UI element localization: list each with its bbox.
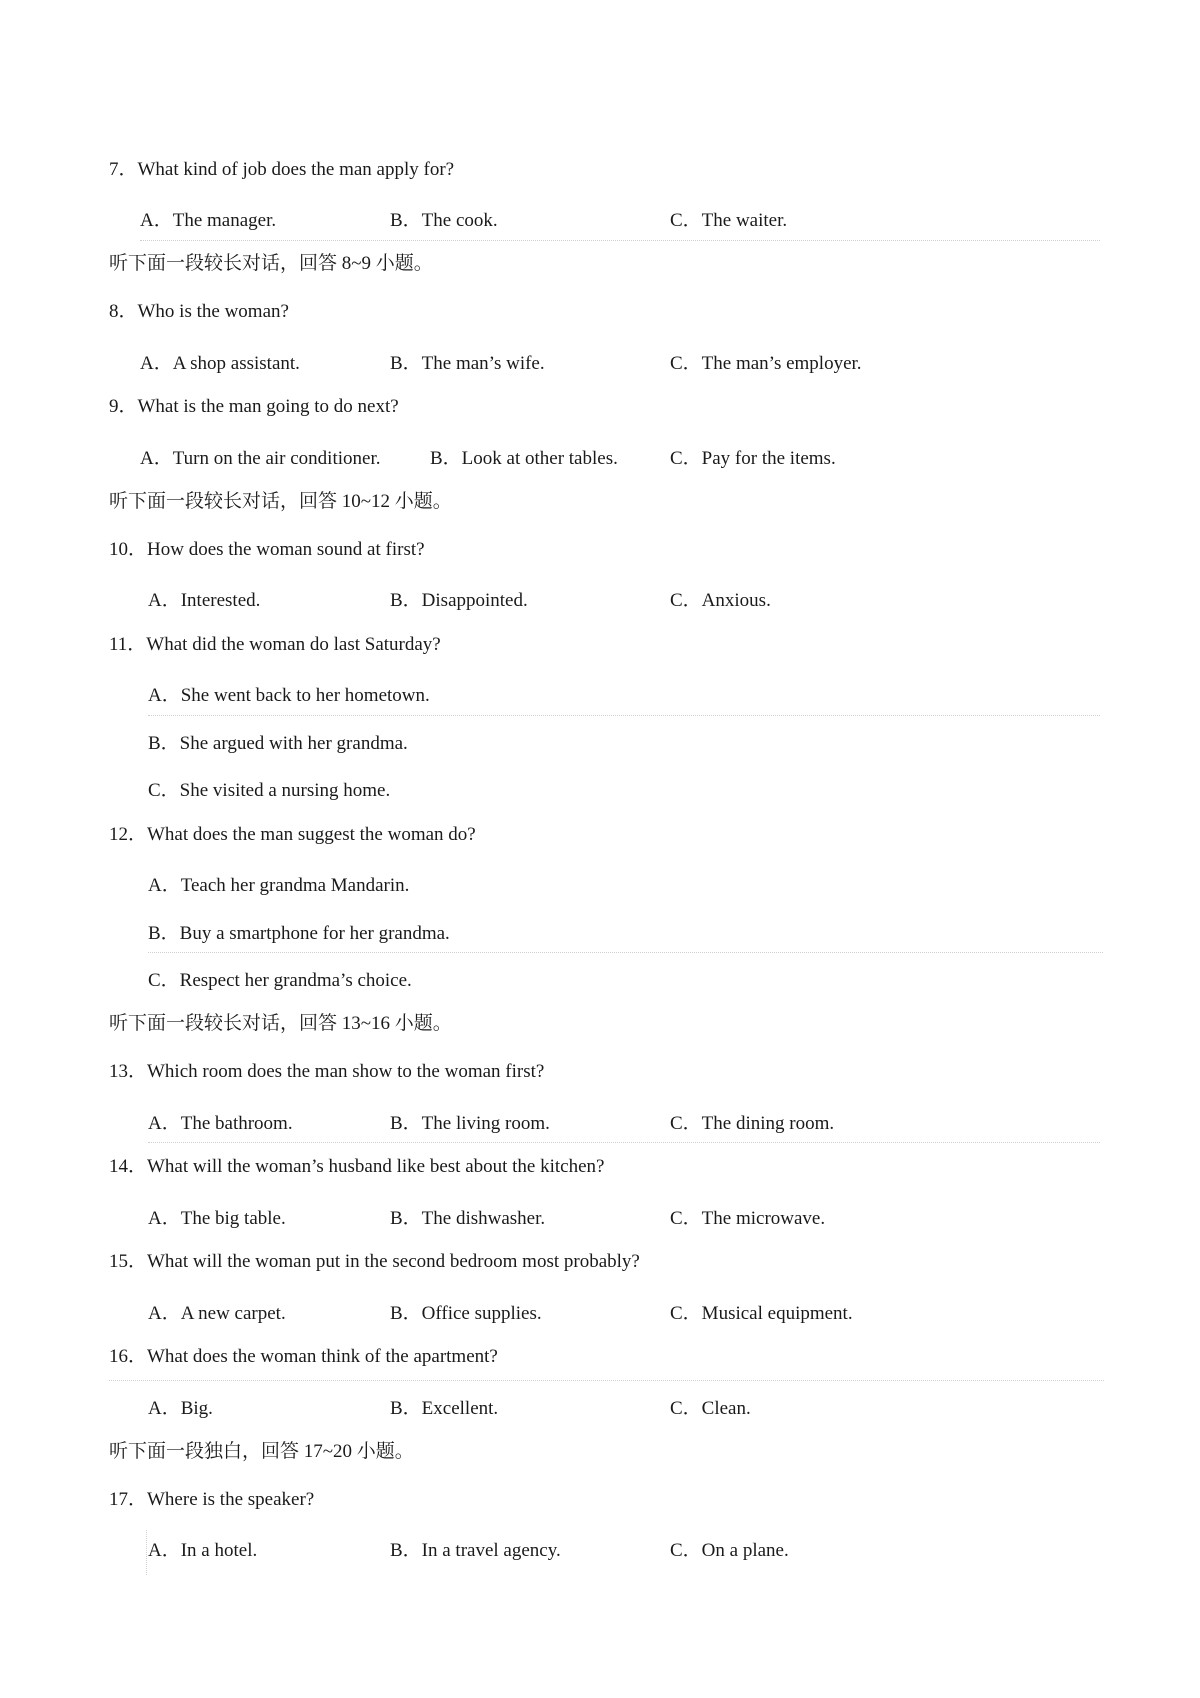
section-heading-17-20: 听下面一段独白，回答 17~20 小题。 — [109, 1441, 414, 1462]
question-16-option-c: C．Clean. — [670, 1398, 751, 1419]
question-10-option-c: C．Anxious. — [670, 590, 771, 611]
question-15-option-c: C．Musical equipment. — [670, 1303, 853, 1324]
question-15-stem: 15．What will the woman put in the second bedroom most probably? — [109, 1251, 640, 1272]
section-heading-8-9: 听下面一段较长对话，回答 8~9 小题。 — [109, 253, 433, 274]
question-17-option-c: C．On a plane. — [670, 1540, 789, 1561]
question-17-stem: 17．Where is the speaker? — [109, 1489, 315, 1510]
question-9-option-a: A．Turn on the air conditioner. — [140, 448, 381, 469]
question-8-option-a: A．A shop assistant. — [140, 353, 300, 374]
question-11-option-a: A．She went back to her hometown. — [148, 685, 430, 706]
question-7-option-a: A．The manager. — [140, 210, 277, 231]
question-10-stem: 10．How does the woman sound at first? — [109, 539, 425, 560]
question-8-option-b: B．The man’s wife. — [390, 353, 545, 374]
question-12-option-b: B．Buy a smartphone for her grandma. — [148, 923, 450, 944]
question-7-option-c: C．The waiter. — [670, 210, 788, 231]
section-heading-10-12: 听下面一段较长对话，回答 10~12 小题。 — [109, 491, 452, 512]
question-7-stem: 7．What kind of job does the man apply for? — [109, 159, 455, 180]
question-12-option-a: A．Teach her grandma Mandarin. — [148, 875, 410, 896]
section-heading-13-16: 听下面一段较长对话，回答 13~16 小题。 — [109, 1013, 452, 1034]
question-16-option-a: A．Big. — [148, 1398, 213, 1419]
question-13-option-c: C．The dining room. — [670, 1113, 835, 1134]
dotted-divider — [109, 1380, 1104, 1381]
question-9-option-c: C．Pay for the items. — [670, 448, 836, 469]
question-14-option-a: A．The big table. — [148, 1208, 286, 1229]
question-13-stem: 13．Which room does the man show to the woman first? — [109, 1061, 545, 1082]
question-14-stem: 14．What will the woman’s husband like best about the kitchen? — [109, 1156, 605, 1177]
question-16-option-b: B．Excellent. — [390, 1398, 499, 1419]
question-13-option-a: A．The bathroom. — [148, 1113, 293, 1134]
question-11-option-c: C．She visited a nursing home. — [148, 780, 391, 801]
question-17-option-a: A．In a hotel. — [148, 1540, 258, 1561]
question-14-option-b: B．The dishwasher. — [390, 1208, 546, 1229]
question-15-option-b: B．Office supplies. — [390, 1303, 542, 1324]
question-15-option-a: A．A new carpet. — [148, 1303, 286, 1324]
dotted-margin-mark — [146, 1530, 147, 1575]
question-9-stem: 9．What is the man going to do next? — [109, 396, 399, 417]
dotted-divider — [140, 240, 1100, 241]
question-11-stem: 11．What did the woman do last Saturday? — [109, 634, 441, 655]
question-12-option-c: C．Respect her grandma’s choice. — [148, 970, 412, 991]
question-17-option-b: B．In a travel agency. — [390, 1540, 561, 1561]
dotted-divider — [148, 1142, 1100, 1143]
dotted-divider — [148, 952, 1103, 953]
question-13-option-b: B．The living room. — [390, 1113, 550, 1134]
question-8-option-c: C．The man’s employer. — [670, 353, 862, 374]
dotted-divider — [148, 715, 1100, 716]
question-11-option-b: B．She argued with her grandma. — [148, 733, 408, 754]
question-16-stem: 16．What does the woman think of the apartment? — [109, 1346, 498, 1367]
question-7-option-b: B．The cook. — [390, 210, 498, 231]
question-10-option-a: A．Interested. — [148, 590, 261, 611]
question-9-option-b: B．Look at other tables. — [430, 448, 618, 469]
question-12-stem: 12．What does the man suggest the woman do? — [109, 824, 476, 845]
question-8-stem: 8．Who is the woman? — [109, 301, 289, 322]
question-10-option-b: B．Disappointed. — [390, 590, 528, 611]
question-14-option-c: C．The microwave. — [670, 1208, 826, 1229]
